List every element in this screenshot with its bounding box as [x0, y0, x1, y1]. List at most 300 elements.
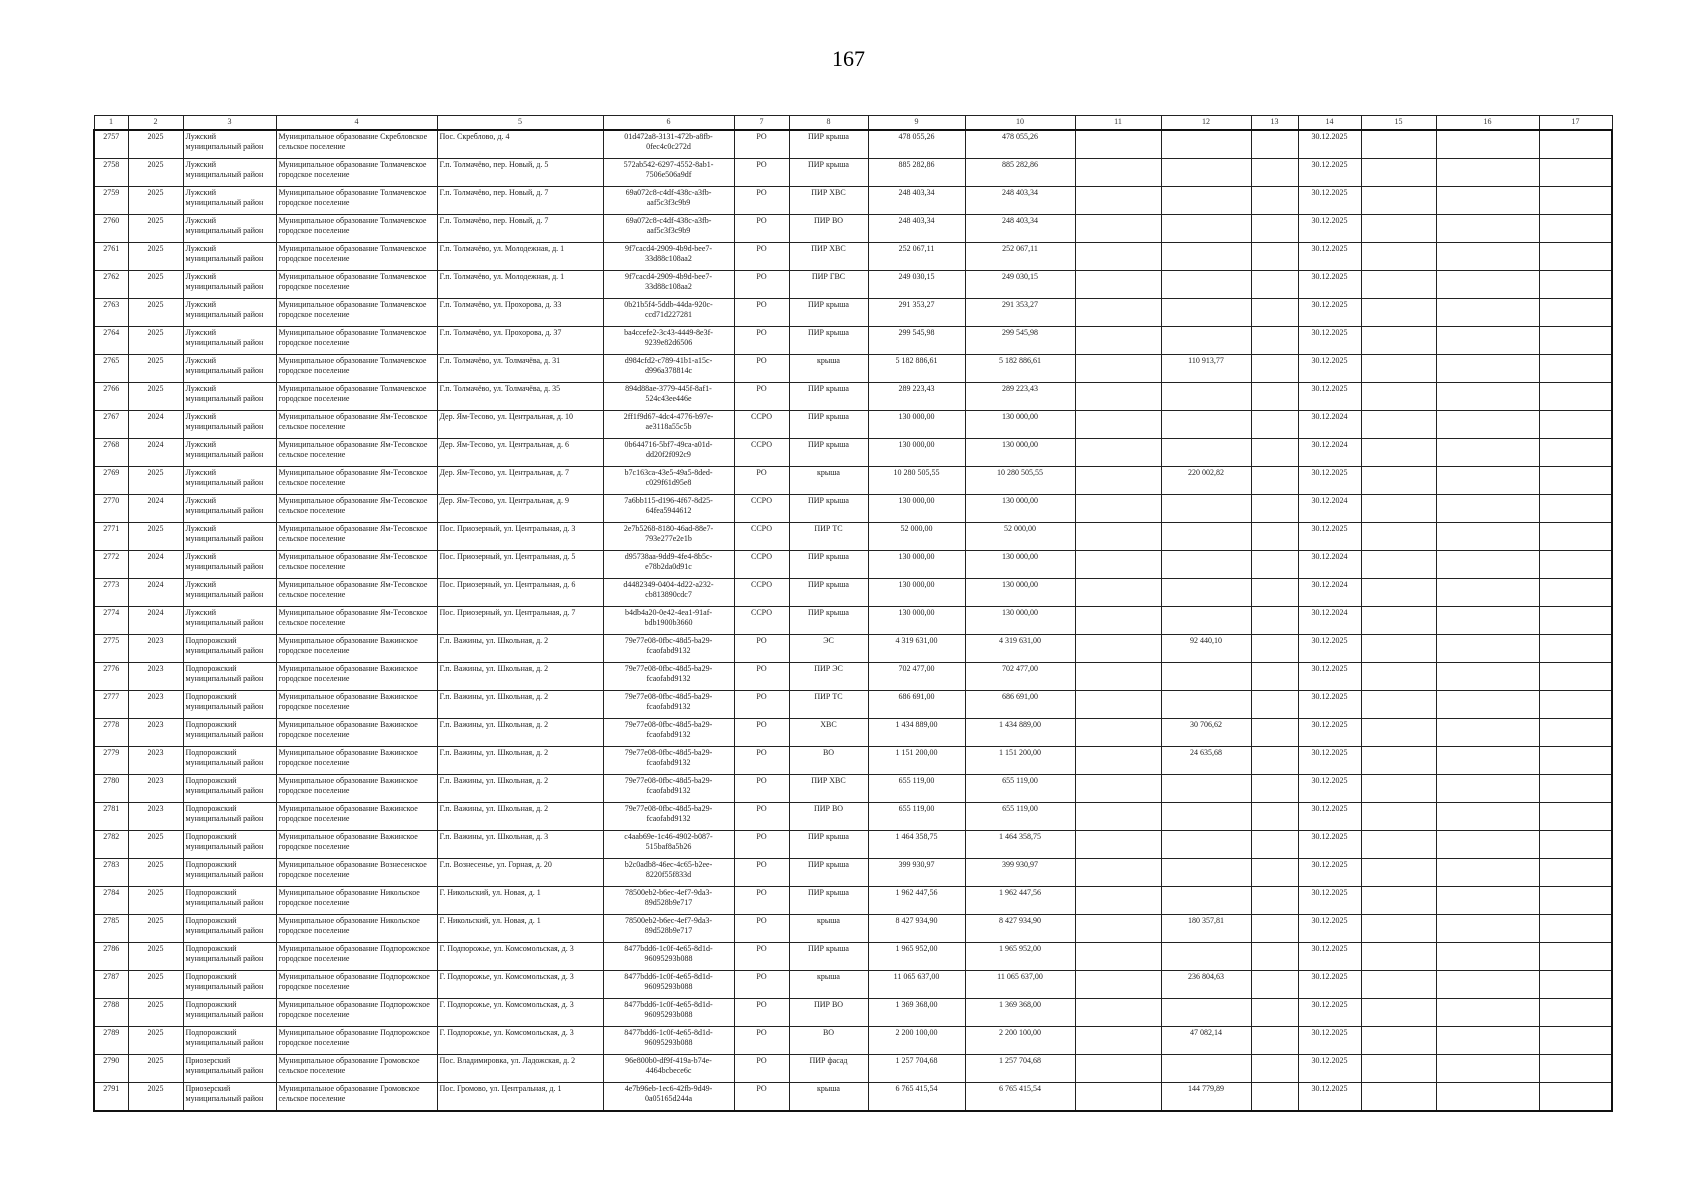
year-cell: 2025: [128, 887, 183, 915]
cost-col-12-cell: [1161, 775, 1251, 803]
deadline-date-cell: 30.12.2025: [1298, 915, 1361, 943]
cost-col-11-cell: [1075, 299, 1161, 327]
col-16-cell: [1436, 215, 1539, 243]
cost-fund-cell: 1 151 200,00: [965, 747, 1075, 775]
municipality-cell: Муниципальное образование Толмачевское городское поселение: [276, 215, 437, 243]
cost-fund-cell: 130 000,00: [965, 439, 1075, 467]
deadline-date-cell: 30.12.2025: [1298, 271, 1361, 299]
deadline-date-cell: 30.12.2025: [1298, 635, 1361, 663]
municipality-cell: Муниципальное образование Важинское городское поселение: [276, 803, 437, 831]
house-id-cell: 78500eb2-b6ec-4ef7-9da3-89d528b9e717: [603, 915, 734, 943]
table-row: [94, 999, 1612, 1027]
col-15-cell: [1361, 1027, 1436, 1055]
col-15-cell: [1361, 523, 1436, 551]
col-16-cell: [1436, 411, 1539, 439]
col-17-cell: [1539, 1055, 1612, 1083]
cost-col-11-cell: [1075, 187, 1161, 215]
cost-total-cell: 2 200 100,00: [868, 1027, 965, 1055]
district-cell: Подпорожский муниципальный район: [183, 747, 276, 775]
work-type-cell: ПИР ТС: [789, 523, 868, 551]
municipality-cell: Муниципальное образование Ям-Тесовское сельское поселение: [276, 523, 437, 551]
col-17-cell: [1539, 271, 1612, 299]
address-cell: Пос. Приозерный, ул. Центральная, д. 3: [437, 523, 603, 551]
row-number-cell: 2772: [94, 551, 128, 579]
cost-col-13-cell: [1251, 1055, 1298, 1083]
year-cell: 2025: [128, 1083, 183, 1112]
table-row: [94, 887, 1612, 915]
cost-fund-cell: 1 965 952,00: [965, 943, 1075, 971]
deadline-date-cell: 30.12.2025: [1298, 187, 1361, 215]
table-row: [94, 607, 1612, 635]
col-17-cell: [1539, 243, 1612, 271]
year-cell: 2023: [128, 663, 183, 691]
cost-col-12-cell: [1161, 859, 1251, 887]
col-17-cell: [1539, 215, 1612, 243]
table-row: [94, 271, 1612, 299]
work-type-cell: ПИР ВО: [789, 215, 868, 243]
year-cell: 2023: [128, 635, 183, 663]
program-cell: РО: [734, 719, 789, 747]
district-cell: Подпорожский муниципальный район: [183, 663, 276, 691]
col-16-cell: [1436, 831, 1539, 859]
program-cell: РО: [734, 187, 789, 215]
year-cell: 2025: [128, 831, 183, 859]
col-15-cell: [1361, 327, 1436, 355]
row-number-cell: 2788: [94, 999, 128, 1027]
table-row: [94, 299, 1612, 327]
year-cell: 2025: [128, 187, 183, 215]
program-cell: ССРО: [734, 495, 789, 523]
cost-total-cell: 130 000,00: [868, 439, 965, 467]
year-cell: 2024: [128, 439, 183, 467]
cost-fund-cell: 702 477,00: [965, 663, 1075, 691]
work-type-cell: ПИР ХВС: [789, 243, 868, 271]
col-15-cell: [1361, 130, 1436, 159]
cost-fund-cell: 11 065 637,00: [965, 971, 1075, 999]
row-number-cell: 2774: [94, 607, 128, 635]
deadline-date-cell: 30.12.2025: [1298, 130, 1361, 159]
cost-fund-cell: 6 765 415,54: [965, 1083, 1075, 1112]
cost-fund-cell: 52 000,00: [965, 523, 1075, 551]
cost-fund-cell: 130 000,00: [965, 495, 1075, 523]
cost-total-cell: 1 369 368,00: [868, 999, 965, 1027]
house-id-cell: b4db4a20-0e42-4ea1-91af-bdb1900b3660: [603, 607, 734, 635]
cost-col-11-cell: [1075, 831, 1161, 859]
program-cell: РО: [734, 355, 789, 383]
district-cell: Лужский муниципальный район: [183, 215, 276, 243]
address-cell: Г.п. Важины, ул. Школьная, д. 2: [437, 719, 603, 747]
cost-col-11-cell: [1075, 747, 1161, 775]
col-15-cell: [1361, 551, 1436, 579]
address-cell: Г. Подпорожье, ул. Комсомольская, д. 3: [437, 999, 603, 1027]
year-cell: 2023: [128, 719, 183, 747]
column-number-header: 5: [437, 116, 603, 131]
cost-col-13-cell: [1251, 383, 1298, 411]
work-type-cell: ПИР крыша: [789, 859, 868, 887]
program-cell: ССРО: [734, 607, 789, 635]
district-cell: Подпорожский муниципальный район: [183, 887, 276, 915]
work-type-cell: крыша: [789, 467, 868, 495]
table-row: [94, 215, 1612, 243]
col-17-cell: [1539, 579, 1612, 607]
district-cell: Лужский муниципальный район: [183, 523, 276, 551]
table-row: [94, 803, 1612, 831]
program-cell: РО: [734, 859, 789, 887]
cost-col-12-cell: [1161, 299, 1251, 327]
row-number-cell: 2791: [94, 1083, 128, 1112]
column-number-header: 7: [734, 116, 789, 131]
table-row: [94, 831, 1612, 859]
house-id-cell: d4482349-0404-4d22-a232-cb813890cdc7: [603, 579, 734, 607]
municipality-cell: Муниципальное образование Подпорожское городское поселение: [276, 999, 437, 1027]
cost-col-11-cell: [1075, 243, 1161, 271]
deadline-date-cell: 30.12.2024: [1298, 607, 1361, 635]
cost-fund-cell: 655 119,00: [965, 803, 1075, 831]
cost-col-12-cell: 110 913,77: [1161, 355, 1251, 383]
program-cell: ССРО: [734, 579, 789, 607]
cost-col-11-cell: [1075, 971, 1161, 999]
col-15-cell: [1361, 747, 1436, 775]
col-17-cell: [1539, 635, 1612, 663]
table-row: [94, 327, 1612, 355]
col-17-cell: [1539, 187, 1612, 215]
address-cell: Пос. Скреблово, д. 4: [437, 130, 603, 159]
house-id-cell: 79e77e08-0fbc-48d5-ba29-fcaofabd9132: [603, 663, 734, 691]
house-id-cell: 96e800b0-df9f-419a-b74e-4464bcbece6c: [603, 1055, 734, 1083]
cost-col-12-cell: 180 357,81: [1161, 915, 1251, 943]
deadline-date-cell: 30.12.2025: [1298, 971, 1361, 999]
row-number-cell: 2786: [94, 943, 128, 971]
year-cell: 2025: [128, 1055, 183, 1083]
municipality-cell: Муниципальное образование Толмачевское городское поселение: [276, 187, 437, 215]
col-17-cell: [1539, 327, 1612, 355]
deadline-date-cell: 30.12.2025: [1298, 999, 1361, 1027]
work-type-cell: ВО: [789, 1027, 868, 1055]
work-type-cell: ВО: [789, 747, 868, 775]
cost-col-13-cell: [1251, 551, 1298, 579]
district-cell: Лужский муниципальный район: [183, 299, 276, 327]
municipality-cell: Муниципальное образование Ям-Тесовское сельское поселение: [276, 467, 437, 495]
cost-total-cell: 130 000,00: [868, 579, 965, 607]
house-id-cell: 894d88ae-3779-445f-8af1-524c43ee446e: [603, 383, 734, 411]
address-cell: Г.п. Толмачёво, ул. Прохорова, д. 37: [437, 327, 603, 355]
row-number-cell: 2757: [94, 130, 128, 159]
cost-col-13-cell: [1251, 355, 1298, 383]
address-cell: Пос. Приозерный, ул. Центральная, д. 5: [437, 551, 603, 579]
year-cell: 2025: [128, 215, 183, 243]
house-id-cell: 8477bdd6-1c0f-4e65-8d1d-96095293b088: [603, 1027, 734, 1055]
row-number-cell: 2784: [94, 887, 128, 915]
cost-col-13-cell: [1251, 159, 1298, 187]
district-cell: Лужский муниципальный район: [183, 130, 276, 159]
col-16-cell: [1436, 635, 1539, 663]
col-16-cell: [1436, 859, 1539, 887]
col-17-cell: [1539, 1083, 1612, 1112]
col-16-cell: [1436, 691, 1539, 719]
program-cell: ССРО: [734, 523, 789, 551]
row-number-cell: 2789: [94, 1027, 128, 1055]
cost-fund-cell: 885 282,86: [965, 159, 1075, 187]
cost-fund-cell: 1 369 368,00: [965, 999, 1075, 1027]
row-number-cell: 2781: [94, 803, 128, 831]
district-cell: Подпорожский муниципальный район: [183, 999, 276, 1027]
district-cell: Лужский муниципальный район: [183, 327, 276, 355]
year-cell: 2025: [128, 999, 183, 1027]
work-type-cell: ПИР ХВС: [789, 775, 868, 803]
cost-col-13-cell: [1251, 999, 1298, 1027]
cost-col-12-cell: [1161, 271, 1251, 299]
row-number-cell: 2777: [94, 691, 128, 719]
district-cell: Приозерский муниципальный район: [183, 1055, 276, 1083]
row-number-cell: 2779: [94, 747, 128, 775]
municipality-cell: Муниципальное образование Ям-Тесовское сельское поселение: [276, 607, 437, 635]
work-type-cell: ПИР ТС: [789, 691, 868, 719]
municipality-cell: Муниципальное образование Важинское городское поселение: [276, 691, 437, 719]
cost-col-11-cell: [1075, 439, 1161, 467]
year-cell: 2025: [128, 159, 183, 187]
table-row: [94, 467, 1612, 495]
col-17-cell: [1539, 803, 1612, 831]
col-17-cell: [1539, 719, 1612, 747]
program-cell: РО: [734, 243, 789, 271]
cost-total-cell: 130 000,00: [868, 411, 965, 439]
col-17-cell: [1539, 551, 1612, 579]
table-row: [94, 495, 1612, 523]
col-16-cell: [1436, 1055, 1539, 1083]
row-number-cell: 2760: [94, 215, 128, 243]
row-number-cell: 2770: [94, 495, 128, 523]
house-id-cell: 69a072c8-c4df-438c-a3fb-aaf5c3f3c9b9: [603, 187, 734, 215]
table-row: [94, 355, 1612, 383]
col-15-cell: [1361, 859, 1436, 887]
address-cell: Г.п. Важины, ул. Школьная, д. 2: [437, 803, 603, 831]
year-cell: 2023: [128, 803, 183, 831]
deadline-date-cell: 30.12.2025: [1298, 747, 1361, 775]
row-number-cell: 2768: [94, 439, 128, 467]
cost-fund-cell: 8 427 934,90: [965, 915, 1075, 943]
cost-col-13-cell: [1251, 831, 1298, 859]
district-cell: Подпорожский муниципальный район: [183, 971, 276, 999]
deadline-date-cell: 30.12.2025: [1298, 859, 1361, 887]
district-cell: Подпорожский муниципальный район: [183, 915, 276, 943]
register-table: [93, 115, 1613, 1112]
col-15-cell: [1361, 159, 1436, 187]
row-number-cell: 2761: [94, 243, 128, 271]
cost-col-13-cell: [1251, 691, 1298, 719]
cost-col-11-cell: [1075, 943, 1161, 971]
cost-fund-cell: 1 257 704,68: [965, 1055, 1075, 1083]
municipality-cell: Муниципальное образование Важинское городское поселение: [276, 747, 437, 775]
cost-fund-cell: 399 930,97: [965, 859, 1075, 887]
house-id-cell: 79e77e08-0fbc-48d5-ba29-fcaofabd9132: [603, 803, 734, 831]
row-number-cell: 2766: [94, 383, 128, 411]
deadline-date-cell: 30.12.2025: [1298, 719, 1361, 747]
year-cell: 2025: [128, 943, 183, 971]
district-cell: Подпорожский муниципальный район: [183, 1027, 276, 1055]
cost-col-13-cell: [1251, 439, 1298, 467]
address-cell: Г.п. Важины, ул. Школьная, д. 3: [437, 831, 603, 859]
district-cell: Лужский муниципальный район: [183, 495, 276, 523]
row-number-cell: 2773: [94, 579, 128, 607]
col-15-cell: [1361, 831, 1436, 859]
cost-col-12-cell: [1161, 159, 1251, 187]
col-15-cell: [1361, 719, 1436, 747]
cost-col-13-cell: [1251, 859, 1298, 887]
column-number-header: 8: [789, 116, 868, 131]
year-cell: 2024: [128, 579, 183, 607]
address-cell: Дер. Ям-Тесово, ул. Центральная, д. 10: [437, 411, 603, 439]
cost-fund-cell: 686 691,00: [965, 691, 1075, 719]
house-id-cell: 2ff1f9d67-4dc4-4776-b97e-ae3118a55c5b: [603, 411, 734, 439]
year-cell: 2025: [128, 271, 183, 299]
cost-col-13-cell: [1251, 130, 1298, 159]
municipality-cell: Муниципальное образование Толмачевское городское поселение: [276, 327, 437, 355]
program-cell: РО: [734, 159, 789, 187]
col-17-cell: [1539, 383, 1612, 411]
table-body: [94, 130, 1612, 1111]
row-number-cell: 2775: [94, 635, 128, 663]
program-cell: РО: [734, 775, 789, 803]
col-16-cell: [1436, 467, 1539, 495]
work-type-cell: ПИР крыша: [789, 831, 868, 859]
col-15-cell: [1361, 943, 1436, 971]
col-17-cell: [1539, 1027, 1612, 1055]
program-cell: РО: [734, 1083, 789, 1112]
address-cell: Г. Никольский, ул. Новая, д. 1: [437, 887, 603, 915]
cost-total-cell: 11 065 637,00: [868, 971, 965, 999]
row-number-cell: 2782: [94, 831, 128, 859]
table-row: [94, 187, 1612, 215]
cost-fund-cell: 1 464 358,75: [965, 831, 1075, 859]
address-cell: Г.п. Толмачёво, ул. Молодежная, д. 1: [437, 243, 603, 271]
district-cell: Лужский муниципальный район: [183, 411, 276, 439]
cost-col-13-cell: [1251, 971, 1298, 999]
col-17-cell: [1539, 999, 1612, 1027]
address-cell: Г. Подпорожье, ул. Комсомольская, д. 3: [437, 1027, 603, 1055]
district-cell: Подпорожский муниципальный район: [183, 775, 276, 803]
cost-col-12-cell: 236 804,63: [1161, 971, 1251, 999]
col-16-cell: [1436, 523, 1539, 551]
address-cell: Г.п. Толмачёво, ул. Молодежная, д. 1: [437, 271, 603, 299]
col-17-cell: [1539, 663, 1612, 691]
cost-col-13-cell: [1251, 1083, 1298, 1112]
col-16-cell: [1436, 243, 1539, 271]
program-cell: ССРО: [734, 551, 789, 579]
work-type-cell: ПИР ВО: [789, 999, 868, 1027]
program-cell: РО: [734, 663, 789, 691]
district-cell: Подпорожский муниципальный район: [183, 859, 276, 887]
cost-col-13-cell: [1251, 635, 1298, 663]
col-16-cell: [1436, 775, 1539, 803]
table-row: [94, 943, 1612, 971]
cost-fund-cell: 299 545,98: [965, 327, 1075, 355]
address-cell: Г.п. Толмачёво, пер. Новый, д. 7: [437, 187, 603, 215]
column-number-header: 4: [276, 116, 437, 131]
district-cell: Подпорожский муниципальный район: [183, 691, 276, 719]
cost-fund-cell: 4 319 631,00: [965, 635, 1075, 663]
col-16-cell: [1436, 663, 1539, 691]
col-17-cell: [1539, 355, 1612, 383]
cost-total-cell: 248 403,34: [868, 187, 965, 215]
municipality-cell: Муниципальное образование Ям-Тесовское сельское поселение: [276, 551, 437, 579]
work-type-cell: ПИР крыша: [789, 495, 868, 523]
col-16-cell: [1436, 439, 1539, 467]
col-15-cell: [1361, 915, 1436, 943]
year-cell: 2025: [128, 130, 183, 159]
cost-col-12-cell: [1161, 439, 1251, 467]
cost-col-12-cell: [1161, 215, 1251, 243]
cost-total-cell: 299 545,98: [868, 327, 965, 355]
cost-col-12-cell: 220 002,82: [1161, 467, 1251, 495]
col-15-cell: [1361, 187, 1436, 215]
year-cell: 2025: [128, 383, 183, 411]
cost-col-11-cell: [1075, 271, 1161, 299]
col-15-cell: [1361, 803, 1436, 831]
col-16-cell: [1436, 355, 1539, 383]
col-17-cell: [1539, 887, 1612, 915]
row-number-cell: 2763: [94, 299, 128, 327]
deadline-date-cell: 30.12.2025: [1298, 327, 1361, 355]
table-row: [94, 439, 1612, 467]
col-16-cell: [1436, 1083, 1539, 1112]
col-16-cell: [1436, 579, 1539, 607]
cost-col-11-cell: [1075, 159, 1161, 187]
cost-col-11-cell: [1075, 803, 1161, 831]
cost-col-11-cell: [1075, 355, 1161, 383]
cost-total-cell: 655 119,00: [868, 803, 965, 831]
cost-col-13-cell: [1251, 523, 1298, 551]
address-cell: Г. Никольский, ул. Новая, д. 1: [437, 915, 603, 943]
cost-fund-cell: 2 200 100,00: [965, 1027, 1075, 1055]
cost-total-cell: 291 353,27: [868, 299, 965, 327]
house-id-cell: 78500eb2-b6ec-4ef7-9da3-89d528b9e717: [603, 887, 734, 915]
house-id-cell: 2e7b5268-8180-46ad-88e7-793e277e2e1b: [603, 523, 734, 551]
col-16-cell: [1436, 943, 1539, 971]
col-16-cell: [1436, 299, 1539, 327]
row-number-cell: 2778: [94, 719, 128, 747]
col-17-cell: [1539, 831, 1612, 859]
table-row: [94, 775, 1612, 803]
cost-fund-cell: 248 403,34: [965, 187, 1075, 215]
col-16-cell: [1436, 747, 1539, 775]
deadline-date-cell: 30.12.2025: [1298, 243, 1361, 271]
col-15-cell: [1361, 775, 1436, 803]
table-row: [94, 971, 1612, 999]
municipality-cell: Муниципальное образование Важинское городское поселение: [276, 831, 437, 859]
municipality-cell: Муниципальное образование Толмачевское городское поселение: [276, 243, 437, 271]
cost-total-cell: 52 000,00: [868, 523, 965, 551]
program-cell: РО: [734, 747, 789, 775]
program-cell: РО: [734, 467, 789, 495]
col-16-cell: [1436, 551, 1539, 579]
house-id-cell: b7c163ca-43e5-49a5-8ded-c029f61d95e8: [603, 467, 734, 495]
col-16-cell: [1436, 971, 1539, 999]
house-id-cell: c4aab69e-1c46-4902-b087-515baf8a5b26: [603, 831, 734, 859]
column-number-header: 10: [965, 116, 1075, 131]
work-type-cell: ПИР ВО: [789, 803, 868, 831]
house-id-cell: ba4ccefe2-3c43-4449-8e3f-9239e82d6506: [603, 327, 734, 355]
address-cell: Г.п. Важины, ул. Школьная, д. 2: [437, 691, 603, 719]
cost-col-11-cell: [1075, 467, 1161, 495]
row-number-cell: 2776: [94, 663, 128, 691]
deadline-date-cell: 30.12.2025: [1298, 831, 1361, 859]
header-row: [94, 116, 1612, 131]
cost-col-12-cell: [1161, 495, 1251, 523]
district-cell: Лужский муниципальный район: [183, 607, 276, 635]
cost-col-13-cell: [1251, 495, 1298, 523]
house-id-cell: 8477bdd6-1c0f-4e65-8d1d-96095293b088: [603, 971, 734, 999]
table-row: [94, 719, 1612, 747]
